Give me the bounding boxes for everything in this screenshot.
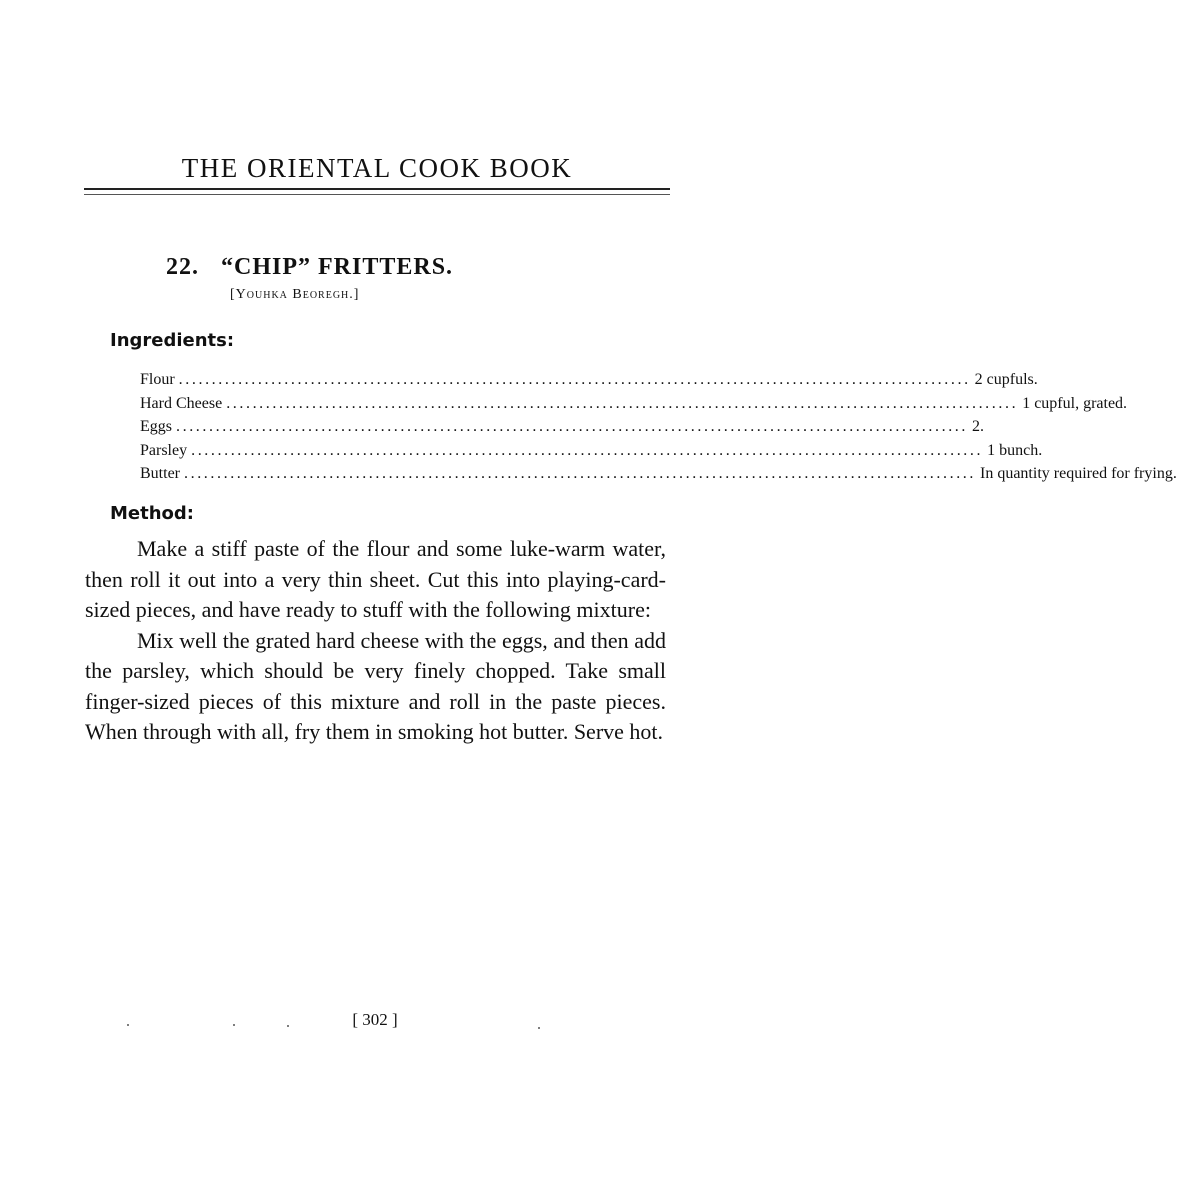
ingredient-name: Hard Cheese	[140, 394, 223, 412]
dot-leader: ........................................................................................................................	[176, 418, 968, 435]
ingredient-row	[140, 439, 1043, 463]
method-paragraph: Mix well the grated hard cheese with the eggs, and then add the parsley, which should be very finely chopped. Take small finger-sized pieces of this mixture and roll in the paste pieces. When through with all, fry them in smoking hot butter. Serve hot.	[85, 627, 666, 744]
ingredient-quantity: In quantity required for frying.	[980, 465, 1177, 482]
ingredient-row	[140, 368, 1038, 392]
ingredient-quantity: 2.	[972, 418, 984, 435]
page-number: [ 302 ]	[352, 1010, 398, 1029]
method-text	[85, 534, 666, 748]
running-head: THE ORIENTAL COOK BOOK	[181, 153, 573, 183]
dot-leader: ........................................................................................................................	[226, 394, 1019, 412]
ingredients-list	[140, 368, 1177, 486]
header-rule-thin	[84, 194, 670, 195]
header-rule	[84, 188, 670, 190]
ingredient-name: Butter	[140, 465, 180, 482]
ingredient-quantity: 2 cupfuls.	[974, 371, 1038, 388]
recipe-subtitle: [Youhka Beoregh.]	[230, 287, 360, 302]
ingredient-name: Parsley	[140, 441, 188, 459]
dot-leader: ........................................................................................................................	[184, 465, 976, 482]
recipe-number: 22.	[166, 254, 199, 280]
ingredient-row	[140, 462, 1177, 486]
ingredient-name: Eggs	[140, 418, 172, 435]
method-label: Method:	[110, 503, 194, 524]
recipe-name: “CHIP” FRITTERS.	[221, 254, 454, 280]
ingredient-row	[140, 415, 984, 439]
ingredient-quantity: 1 bunch.	[987, 441, 1043, 459]
ingredients-label: Ingredients:	[110, 330, 235, 351]
method-paragraph: Make a stiff paste of the flour and some luke-warm water, then roll it out into a very thin sheet. Cut this into playing-card-sized pieces, and have ready to stuff with the following mixture:	[85, 536, 666, 622]
ingredient-row	[140, 392, 1128, 416]
recipe-title	[166, 254, 453, 281]
ingredient-quantity: 1 cupful, grated.	[1022, 394, 1128, 412]
dot-leader: ........................................................................................................................	[178, 371, 971, 388]
ingredient-name: Flour	[140, 371, 175, 388]
dot-leader: ........................................................................................................................	[191, 441, 984, 459]
